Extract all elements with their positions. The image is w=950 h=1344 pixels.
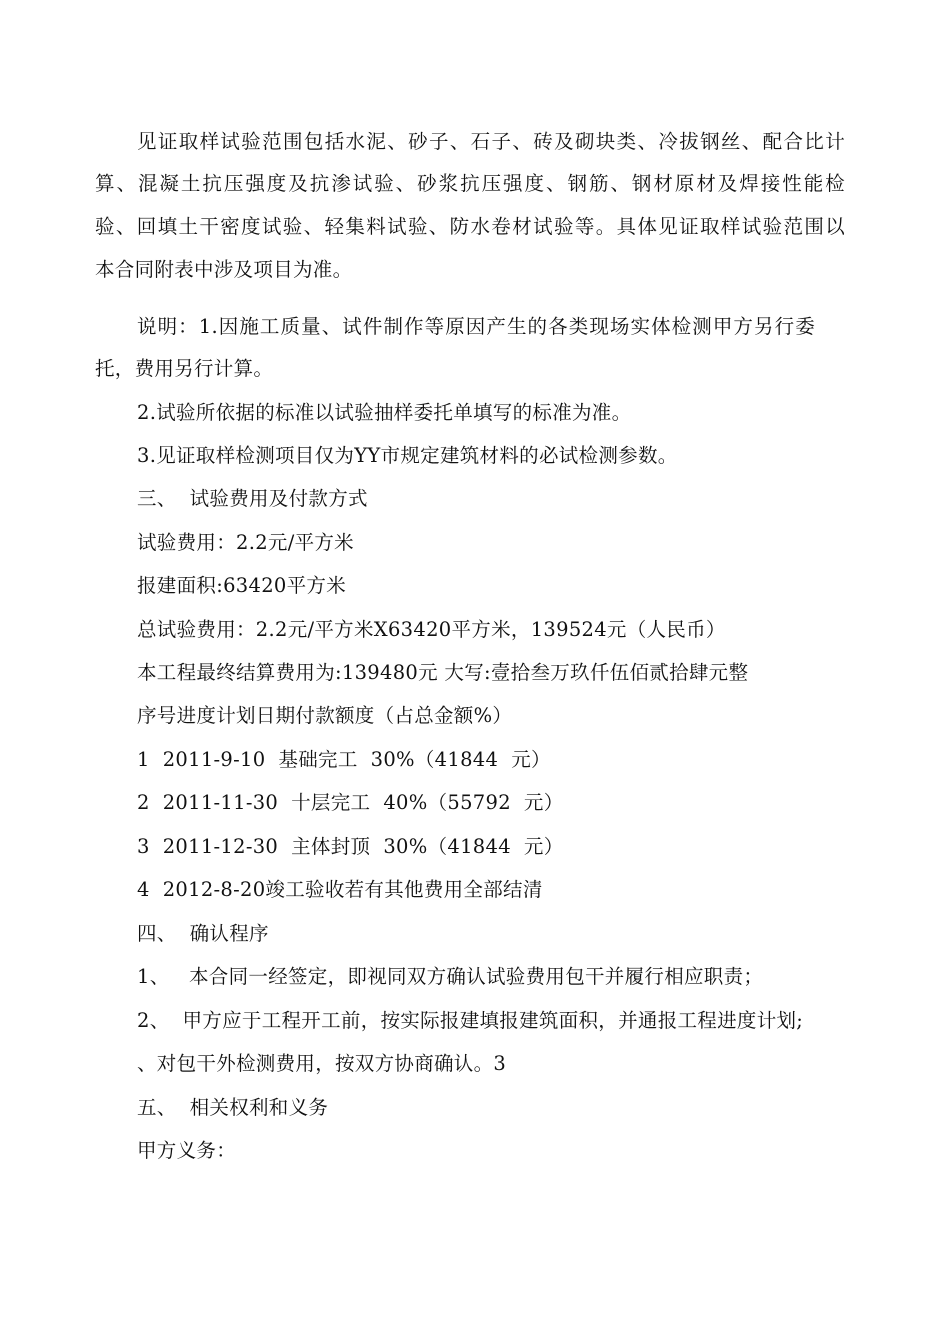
confirm-item-3: 、对包干外检测费用，按双方协商确认。3 [137,1052,507,1075]
party-a-duty: 甲方义务： [137,1139,237,1162]
para1-line-3: 验、回填土干密度试验、轻集料试验、防水卷材试验等。具体见证取样试验范围以 [95,215,845,238]
total-fee: 总试验费用：2.2元/平方米X63420平方米，139524元（人民币） [137,618,726,641]
para1-line-1: 见证取样试验范围包括水泥、砂子、石子、砖及砌块类、冷拔钢丝、配合比计 [137,130,845,153]
schedule-row-3: 3 2011-12-30 主体封顶 30%（41844 元） [137,835,564,858]
section-5-heading: 五、 相关权利和义务 [137,1096,329,1119]
schedule-header: 序号进度计划日期付款额度（占总金额%） [137,704,513,727]
confirm-item-1: 1、 本合同一经签定，即视同双方确认试验费用包干并履行相应职责； [137,965,764,988]
section-4-heading: 四、 确认程序 [137,922,269,945]
para1-line-2: 算、混凝土抗压强度及抗渗试验、砂浆抗压强度、钢筋、钢材原材及焊接性能检 [95,172,845,195]
fee-unit: 试验费用：2.2元/平方米 [137,531,354,554]
note1-line-2: 托，费用另行计算。 [95,357,274,380]
schedule-row-1: 1 2011-9-10 基础完工 30%（41844 元） [137,748,551,771]
note3: 3.见证取样检测项目仅为YY市规定建筑材料的必试检测参数。 [137,444,678,467]
confirm-item-2: 2、 甲方应于工程开工前，按实际报建填报建筑面积，并通报工程进度计划; [137,1009,804,1032]
build-area: 报建面积:63420平方米 [137,574,347,597]
final-fee: 本工程最终结算费用为:139480元 大写:壹拾叁万玖仟伍佰贰拾肆元整 [137,661,749,684]
section-3-heading: 三、 试验费用及付款方式 [137,487,368,510]
schedule-row-4: 4 2012-8-20竣工验收若有其他费用全部结清 [137,878,543,901]
note1-line-1: 说明：1.因施工质量、试件制作等原因产生的各类现场实体检测甲方另行委 [137,315,815,338]
schedule-row-2: 2 2011-11-30 十层完工 40%（55792 元） [137,791,564,814]
note2: 2.试验所依据的标准以试验抽样委托单填写的标准为准。 [137,401,632,424]
para1-line-4: 本合同附表中涉及项目为准。 [95,258,353,281]
